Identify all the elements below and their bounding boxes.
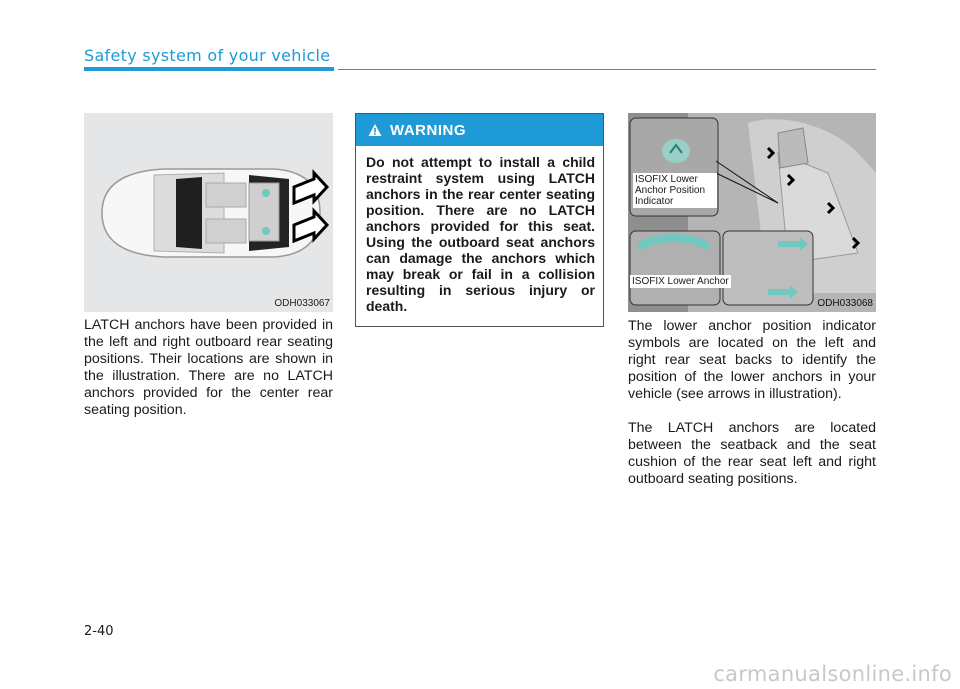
indicator-paragraph: The lower anchor position indicator symbols are located on the left and right rear seat backs to identify the position of the lower anchors in your vehicle (see arrows in illustration). (628, 318, 876, 402)
warning-triangle-icon (368, 123, 382, 137)
header-rule-thin (338, 69, 876, 70)
car-top-view-illustration (84, 113, 333, 312)
header-rule-thick (84, 67, 334, 71)
warning-text: Do not attempt to install a child restraint system using LATCH anchors in the rear center seating position. There are no LATCH anchors provided for this seat. Using the outboard seat anchors can damage the anchors which may break or fail in a collision resulting in serious injury or death. (366, 154, 595, 314)
isofix-indicator-label: ISOFIX Lower Anchor Position Indicator (633, 173, 717, 208)
section-title: Safety system of your vehicle (84, 46, 331, 65)
page-number: 2-40 (84, 624, 114, 639)
anchor-location-paragraph: The LATCH anchors are located between the seatback and the seat cushion of the rear seat left and right outboard seating positions. (628, 420, 876, 487)
car-top-view-drawing (84, 113, 333, 312)
watermark: carmanualsonline.info (713, 662, 952, 686)
isofix-anchor-label: ISOFIX Lower Anchor (632, 276, 729, 287)
warning-box (355, 113, 604, 327)
figure-code: ODH033068 (817, 298, 873, 309)
latch-intro-paragraph: LATCH anchors have been provided in the left and right outboard rear seating positions. Their locations are shown in the illustration. There are no LATCH anchors provided for the center rear seating position. (84, 317, 333, 418)
figure-code: ODH033067 (274, 298, 330, 309)
warning-header (356, 114, 603, 146)
rear-seat-isofix-illustration (628, 113, 876, 312)
warning-title: WARNING (390, 121, 466, 139)
